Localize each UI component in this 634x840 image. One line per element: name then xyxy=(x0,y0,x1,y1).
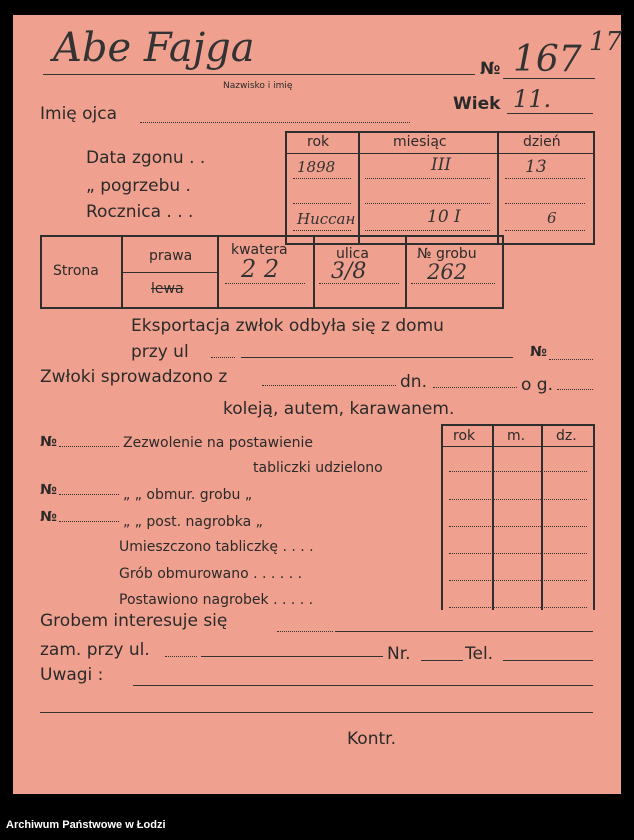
death-year: 1898 xyxy=(297,158,336,176)
age-line xyxy=(507,113,593,114)
dates-header-line xyxy=(285,153,593,154)
przy-ul-field xyxy=(211,357,235,358)
burial-date-label: „ pogrzebu . xyxy=(86,176,191,196)
nr-label: Nr. xyxy=(387,644,411,664)
deceased-name: Abe Fajga xyxy=(53,25,255,71)
kwatera-value: 2 2 xyxy=(241,255,280,283)
permits-dotline xyxy=(449,580,587,581)
dates-header-rok: rok xyxy=(307,134,330,150)
permits-divider-2 xyxy=(541,426,543,610)
loc-divider-1 xyxy=(121,235,123,307)
permits-header-m: m. xyxy=(507,428,526,444)
zwloki-label: Zwłoki sprowadzono z xyxy=(40,367,228,387)
kontr-label: Kontr. xyxy=(347,729,396,749)
grob-label: № grobu xyxy=(417,246,477,262)
age-value: 11. xyxy=(513,85,552,113)
permits-dotline xyxy=(449,471,587,472)
father-name-label: Imię ojca xyxy=(40,104,118,124)
anniversary-year: Ниссан xyxy=(297,210,356,228)
loc-divider-2 xyxy=(217,235,219,307)
uwagi-line-2 xyxy=(40,712,593,713)
zwloki-field xyxy=(262,385,396,386)
death-month: III xyxy=(431,155,452,175)
zam-line xyxy=(201,656,383,657)
dates-dotline xyxy=(505,203,585,204)
permits-dotline xyxy=(449,526,587,527)
permits-header-rok: rok xyxy=(453,428,476,444)
og-field xyxy=(557,389,593,390)
permits-dotline xyxy=(449,553,587,554)
uwagi-line-1 xyxy=(133,685,593,686)
zam-label: zam. przy ul. xyxy=(40,640,150,660)
permit-no-2: № xyxy=(40,482,57,498)
przy-ul-label: przy ul xyxy=(131,342,189,362)
loc-divider-4 xyxy=(405,235,407,307)
number-line xyxy=(503,78,595,79)
dates-divider-1 xyxy=(358,131,360,243)
permits-dotline xyxy=(449,499,587,500)
father-name-field xyxy=(140,122,410,123)
permit-row-3: „ „ obmur. grobu „ xyxy=(123,487,253,503)
ulica-value: 3/8 xyxy=(331,259,367,284)
dates-dotline xyxy=(293,230,351,231)
nr-sign: № xyxy=(530,344,547,360)
og-label: o g. xyxy=(521,375,553,395)
grobem-line xyxy=(335,631,593,632)
dates-header-dzien: dzień xyxy=(523,134,561,150)
permit-row-4: „ „ post. nagrobka „ xyxy=(123,514,263,530)
corner-number: 17 xyxy=(589,27,623,57)
permit-row-5: Umieszczono tabliczkę . . . . xyxy=(119,539,314,555)
permit-row-1: Zezwolenie na postawienie xyxy=(123,435,313,451)
kwatera-dotline xyxy=(225,283,305,284)
grobem-field xyxy=(277,631,333,632)
strona-split xyxy=(123,272,217,273)
loc-divider-3 xyxy=(313,235,315,307)
death-day: 13 xyxy=(525,157,547,177)
dates-divider-2 xyxy=(497,131,499,243)
tel-line xyxy=(503,660,593,661)
dates-dotline xyxy=(505,230,585,231)
permit-no-field xyxy=(59,521,119,522)
permits-header-dz: dz. xyxy=(556,428,577,444)
tel-label: Tel. xyxy=(465,644,494,664)
dates-dotline xyxy=(365,230,490,231)
name-line xyxy=(43,74,475,75)
dates-dotline xyxy=(365,203,490,204)
ulica-label: ulica xyxy=(336,246,369,262)
dn-field xyxy=(433,387,517,388)
permit-row-6: Grób obmurowano . . . . . . xyxy=(119,566,303,582)
ulica-dotline xyxy=(319,283,399,284)
permit-no-3: № xyxy=(40,509,57,525)
nazwisko-label: Nazwisko i imię xyxy=(223,81,293,91)
strona-label: Strona xyxy=(53,263,99,279)
zam-field xyxy=(165,656,197,657)
transport-label: koleją, autem, karawanem. xyxy=(223,399,455,419)
permit-no-field xyxy=(59,446,119,447)
dates-header-miesiac: miesiąc xyxy=(393,134,447,150)
record-number: 167 xyxy=(513,39,582,80)
anniversary-day: 6 xyxy=(547,209,557,227)
przy-ul-line xyxy=(241,357,513,358)
dates-dotline xyxy=(365,178,490,179)
death-date-label: Data zgonu . . xyxy=(86,148,206,168)
anniversary-month: 10 I xyxy=(427,207,461,227)
anniversary-label: Rocznica . . . xyxy=(86,202,194,222)
permit-no-1: № xyxy=(40,434,57,450)
permits-table xyxy=(441,424,595,610)
dates-dotline xyxy=(293,178,351,179)
lewa-label: lewa xyxy=(151,281,184,297)
record-card xyxy=(13,15,621,794)
grob-dotline xyxy=(411,283,495,284)
archive-credit: Archiwum Państwowe w Łodzi xyxy=(6,819,166,831)
nr-field xyxy=(549,359,593,360)
kwatera-label: kwatera xyxy=(231,242,288,258)
grob-value: 262 xyxy=(427,260,468,284)
permit-no-field xyxy=(59,494,119,495)
grobem-label: Grobem interesuje się xyxy=(40,611,228,631)
nr-line xyxy=(421,660,463,661)
dates-dotline xyxy=(505,178,585,179)
permits-divider-1 xyxy=(492,426,494,610)
age-label: Wiek xyxy=(453,94,501,114)
prawa-label: prawa xyxy=(149,248,193,264)
permits-header-line xyxy=(443,446,593,447)
permit-row-2: tabliczki udzielono xyxy=(253,460,383,476)
permit-row-7: Postawiono nagrobek . . . . . xyxy=(119,592,314,608)
number-sign: № xyxy=(480,59,501,79)
dates-dotline xyxy=(293,203,351,204)
dn-label: dn. xyxy=(400,372,427,392)
uwagi-label: Uwagi : xyxy=(40,665,104,685)
eksportacja-label: Eksportacja zwłok odbyła się z domu xyxy=(131,316,444,336)
permits-dotline xyxy=(449,607,587,608)
